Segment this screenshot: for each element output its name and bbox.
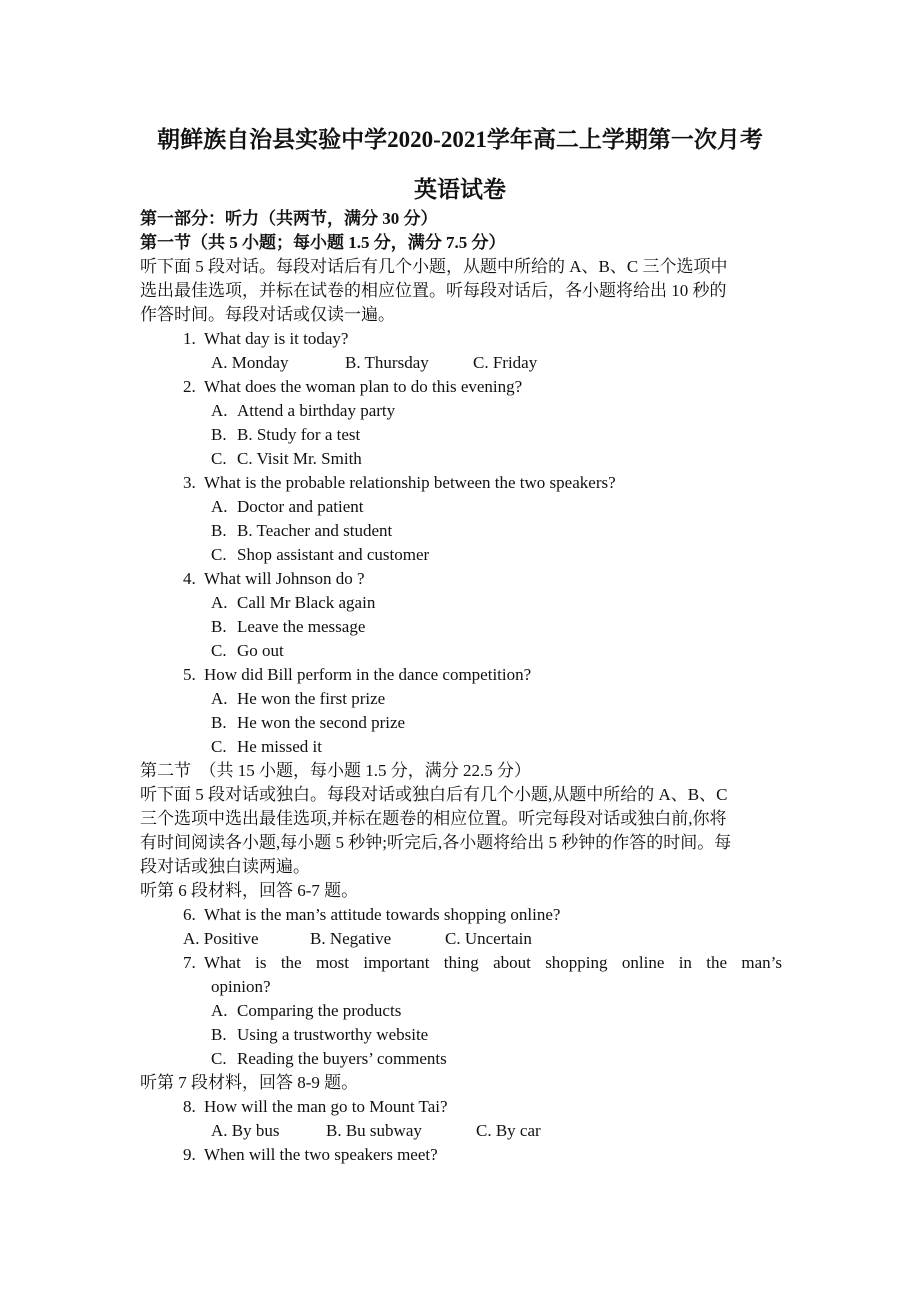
question	[140, 471, 782, 495]
option-text: Doctor and patient	[237, 497, 364, 516]
answer-option	[140, 735, 782, 759]
answer-option	[140, 591, 782, 615]
question-number: 7.	[183, 953, 196, 972]
answer-option: A. Positive	[183, 929, 259, 948]
answer-option	[140, 447, 782, 471]
answer-option: B. Bu subway	[326, 1121, 422, 1140]
option-text: Call Mr Black again	[237, 593, 376, 612]
option-label: A.	[211, 689, 228, 708]
question-number: 8.	[183, 1097, 196, 1116]
option-label: B.	[211, 713, 227, 732]
answer-option	[140, 639, 782, 663]
exam-subtitle: 英语试卷	[414, 177, 506, 202]
option-text: B. Study for a test	[237, 425, 361, 444]
answer-option	[140, 543, 782, 567]
option-text: Leave the message	[237, 617, 366, 636]
option-label: A.	[211, 497, 228, 516]
question	[140, 951, 782, 975]
option-label: A.	[211, 401, 228, 420]
line-text: 三个选项中选出最佳选项,并标在题卷的相应位置。听完每段对话或独白前,你将	[140, 809, 727, 828]
option-label: A.	[211, 1001, 228, 1020]
question	[140, 663, 782, 687]
option-label: C.	[211, 641, 227, 660]
question	[140, 1143, 782, 1167]
option-text: Attend a birthday party	[237, 401, 396, 420]
line-text: 有时间阅读各小题,每小题 5 秒钟;听完后,各小题将给出 5 秒钟的作答的时间。每	[140, 833, 732, 852]
answer-option	[140, 423, 782, 447]
option-label: A.	[211, 593, 228, 612]
line-text: 听第 6 段材料，回答 6-7 题。	[140, 881, 359, 900]
answer-options-row	[140, 927, 782, 951]
answer-option: B. Negative	[310, 929, 392, 948]
exam-body	[140, 207, 782, 1167]
answer-options-row	[140, 351, 782, 375]
option-text: He won the first prize	[237, 689, 386, 708]
text-line	[140, 255, 782, 279]
line-text: 听第 7 段材料，回答 8-9 题。	[140, 1073, 359, 1092]
answer-option	[140, 495, 782, 519]
text-line	[140, 855, 782, 879]
question-number: 4.	[183, 569, 196, 588]
question-text: How did Bill perform in the dance competition?	[204, 665, 532, 684]
line-text: 选出最佳选项，并标在试卷的相应位置。听每段对话后，各小题将给出 10 秒的	[140, 281, 727, 300]
text-line	[140, 783, 782, 807]
question	[140, 567, 782, 591]
text-line	[140, 231, 782, 255]
line-text: 段对话或独白读两遍。	[140, 857, 310, 876]
answer-option: C. Uncertain	[445, 929, 532, 948]
question-number: 6.	[183, 905, 196, 924]
text-line	[140, 807, 782, 831]
line-text: 听下面 5 段对话或独白。每段对话或独白后有几个小题,从题中所给的 A、B、C	[140, 785, 728, 804]
question-number: 3.	[183, 473, 196, 492]
question	[140, 1095, 782, 1119]
answer-option: A. Monday	[211, 353, 289, 372]
question-text: What does the woman plan to do this evening?	[204, 377, 523, 396]
option-label: C.	[211, 1049, 227, 1068]
question-number: 1.	[183, 329, 196, 348]
option-text: Go out	[237, 641, 284, 660]
question-number: 2.	[183, 377, 196, 396]
question-continuation	[140, 975, 782, 999]
option-label: C.	[211, 449, 227, 468]
option-text: He missed it	[237, 737, 322, 756]
question	[140, 375, 782, 399]
answer-option	[140, 687, 782, 711]
question-text: What day is it today?	[204, 329, 349, 348]
question-text: When will the two speakers meet?	[204, 1145, 438, 1164]
answer-option	[140, 1047, 782, 1071]
question-number: 9.	[183, 1145, 196, 1164]
answer-option	[140, 615, 782, 639]
answer-option: A. By bus	[211, 1121, 280, 1140]
question	[140, 903, 782, 927]
text-line	[140, 879, 782, 903]
text-line	[140, 759, 782, 783]
option-label: B.	[211, 425, 227, 444]
answer-options-row	[140, 1119, 782, 1143]
option-label: C.	[211, 545, 227, 564]
option-text: C. Visit Mr. Smith	[237, 449, 362, 468]
option-label: B.	[211, 617, 227, 636]
question-text: What will Johnson do ?	[204, 569, 365, 588]
answer-option: C. Friday	[473, 353, 538, 372]
line-text: 第一部分：听力（共两节，满分 30 分）	[140, 209, 438, 228]
question	[140, 327, 782, 351]
answer-option	[140, 519, 782, 543]
question-text: What is the most important thing about shopping online in the man’s	[204, 953, 782, 972]
question-text: opinion?	[211, 977, 271, 996]
line-text: 作答时间。每段对话或仅读一遍。	[140, 305, 395, 324]
text-line	[140, 303, 782, 327]
line-text: 第二节 （共 15 小题，每小题 1.5 分，满分 22.5 分）	[140, 761, 531, 780]
option-text: Reading the buyers’ comments	[237, 1049, 447, 1068]
answer-option	[140, 711, 782, 735]
answer-option	[140, 1023, 782, 1047]
line-text: 第一节（共 5 小题；每小题 1.5 分，满分 7.5 分）	[140, 233, 506, 252]
option-text: B. Teacher and student	[237, 521, 393, 540]
option-label: B.	[211, 1025, 227, 1044]
option-text: Using a trustworthy website	[237, 1025, 429, 1044]
option-text: Shop assistant and customer	[237, 545, 430, 564]
option-text: Comparing the products	[237, 1001, 402, 1020]
answer-option	[140, 999, 782, 1023]
text-line	[140, 831, 782, 855]
text-line	[140, 1071, 782, 1095]
answer-option	[140, 399, 782, 423]
question-text: How will the man go to Mount Tai?	[204, 1097, 448, 1116]
text-line	[140, 279, 782, 303]
exam-title: 朝鲜族自治县实验中学2020-2021学年高二上学期第一次月考	[157, 127, 763, 152]
option-label: B.	[211, 521, 227, 540]
question-number: 5.	[183, 665, 196, 684]
answer-option: C. By car	[476, 1121, 541, 1140]
question-text: What is the man’s attitude towards shopping online?	[204, 905, 561, 924]
text-line	[140, 207, 782, 231]
answer-option: B. Thursday	[345, 353, 429, 372]
question-text: What is the probable relationship between the two speakers?	[204, 473, 616, 492]
option-text: He won the second prize	[237, 713, 406, 732]
option-label: C.	[211, 737, 227, 756]
line-text: 听下面 5 段对话。每段对话后有几个小题，从题中所给的 A、B、C 三个选项中	[140, 257, 728, 276]
